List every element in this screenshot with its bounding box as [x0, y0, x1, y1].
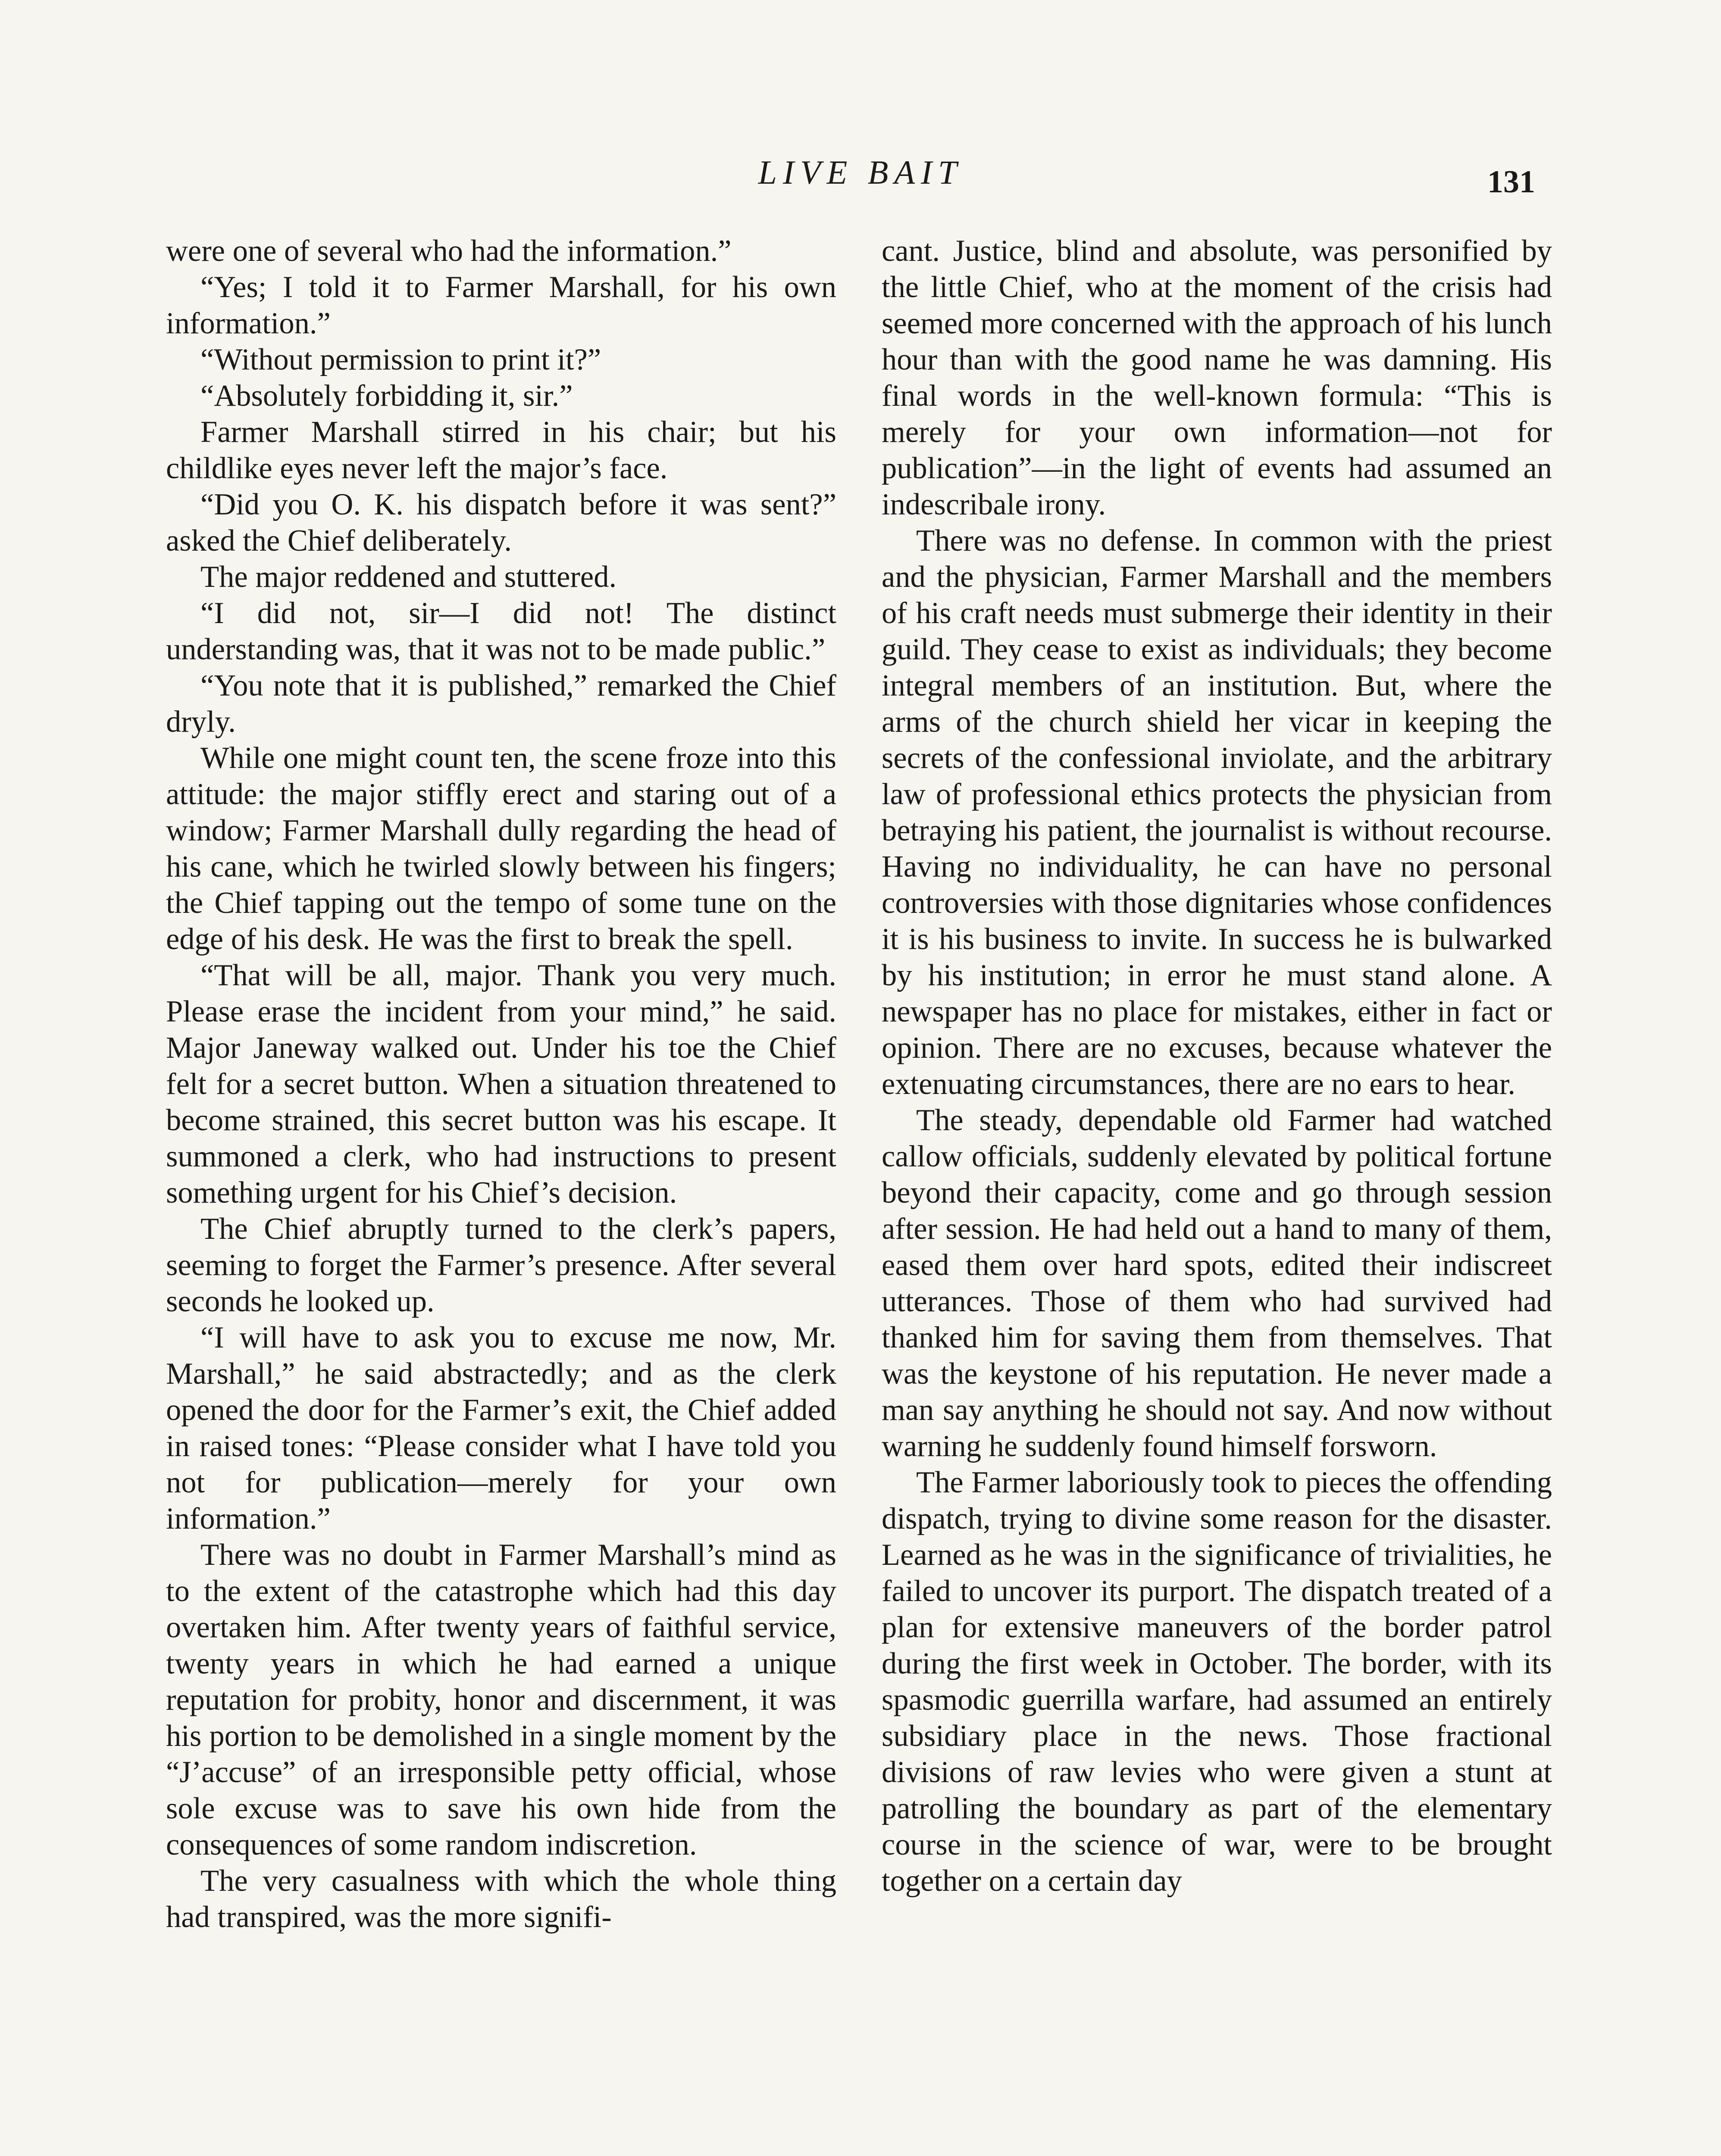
- page-number: 131: [1487, 164, 1535, 200]
- paragraph: “Yes; I told it to Farmer Marshall, for his own information.”: [166, 270, 836, 340]
- paragraph: “You note that it is published,” remarked the Chief dryly.: [166, 669, 836, 739]
- paragraph: cant. Justice, blind and absolute, was personified by the little Chief, who at the moment of the crisis had seemed more concerned with the approach of his lunch hour than with the good name he was damning. His final words in the well-known formula: “This is merely for your own information—not for publication”—in the light of events had assumed an indescribale irony.: [882, 234, 1552, 521]
- paragraph: “I will have to ask you to excuse me now, Mr. Marshall,” he said abstractedly; and as the clerk opened the door for the Farmer’s exit, the Chief added in raised tones: “Please consider what I have told you not for publication—merely for your own information.”: [166, 1321, 836, 1536]
- paragraph: The Chief abruptly turned to the clerk’s papers, seeming to forget the Farmer’s presence. After several seconds he looked up.: [166, 1212, 836, 1318]
- paragraph: Farmer Marshall stirred in his chair; but his childlike eyes never left the major’s face.: [166, 415, 836, 485]
- paragraph: “Did you O. K. his dispatch before it was sent?” asked the Chief deliberately.: [166, 488, 836, 558]
- paragraph: The steady, dependable old Farmer had watched callow officials, suddenly elevated by political fortune beyond their capacity, come and go through session after session. He had held out a hand to many of them, eased them over hard spots, edited their indiscreet utterances. Those of them who had survived had thanked him for saving them from themselves. That was the keystone of his reputation. He never made a man say anything he should not say. And now without warning he suddenly found himself forsworn.: [882, 1103, 1552, 1463]
- paragraph: The Farmer laboriously took to pieces the offending dispatch, trying to divine some reason for the disaster. Learned as he was in the significance of trivialities, he failed to uncover its purport. The dispatch treated of a plan for extensive maneuvers of the border patrol during the first week in October. The border, with its spasmodic guerrilla warfare, had assumed an entirely subsidiary place in the news. Those fractional divisions of raw levies who were given a stunt at patrolling the boundary as part of the elementary course in the science of war, were to be brought together on a certain day: [882, 1466, 1552, 1898]
- paragraph: “I did not, sir—I did not! The distinct understanding was, that it was not to be made public.”: [166, 596, 836, 666]
- paragraph: “Without permission to print it?”: [200, 343, 601, 376]
- paragraph: While one might count ten, the scene froze into this attitude: the major stiffly erect and staring out of a window; Farmer Marshall dully regarding the head of his cane, which he twirled slowly between his fingers; the Chief tapping out the tempo of some tune on the edge of his desk. He was the first to break the spell.: [166, 741, 836, 956]
- paragraph: There was no defense. In common with the priest and the physician, Farmer Marshall and the members of his craft needs must submerge their identity in their guild. They cease to exist as individuals; they become integral members of an institution. But, where the arms of the church shield her vicar in keeping the secrets of the confessional inviolate, and the arbitrary law of professional ethics protects the physician from betraying his patient, the journalist is without recourse. Having no individuality, he can have no personal controversies with those dignitaries whose confidences it is his business to invite. In success he is bulwarked by his institution; in error he must stand alone. A newspaper has no place for mistakes, either in fact or opinion. There are no excuses, because whatever the extenuating circumstances, there are no ears to hear.: [882, 524, 1552, 1101]
- paragraph: There was no doubt in Farmer Marshall’s mind as to the extent of the catastrophe which had this day overtaken him. After twenty years of faithful service, twenty years in which he had earned a unique reputation for probity, honor and discernment, it was his portion to be demolished in a single moment by the “J’accuse” of an irresponsible petty official, whose sole excuse was to save his own hide from the consequences of some random indiscretion.: [166, 1538, 836, 1861]
- paragraph: The major reddened and stuttered.: [200, 560, 617, 594]
- running-title: LIVE BAIT: [758, 154, 963, 191]
- paragraph: The very casualness with which the whole thing had transpired, was the more signifi-: [166, 1864, 836, 1934]
- left-column: [166, 233, 836, 1935]
- paragraph: were one of several who had the information.”: [166, 234, 732, 268]
- right-column: [882, 233, 1552, 1899]
- paragraph: “That will be all, major. Thank you very much. Please erase the incident from your mind,” he said. Major Janeway walked out. Under his toe the Chief felt for a secret button. When a situation threatened to become strained, this secret button was his escape. It summoned a clerk, who had instructions to present something urgent for his Chief’s decision.: [166, 959, 836, 1210]
- paragraph: “Absolutely forbidding it, sir.”: [200, 379, 573, 413]
